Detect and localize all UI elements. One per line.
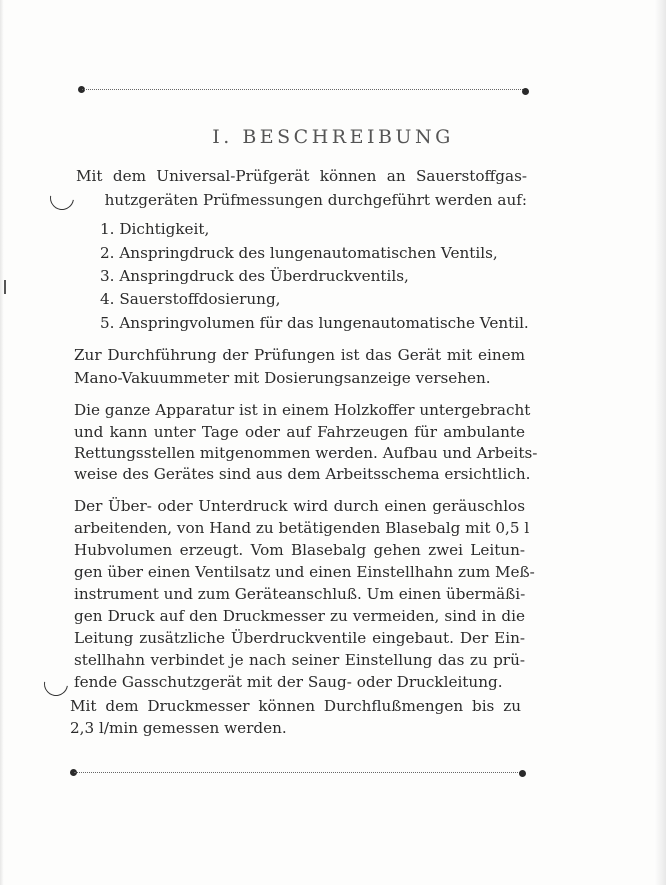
paragraph-line: Rettungsstellen mitgenommen werden. Aufbau und Arbeits-	[74, 444, 538, 462]
intro-line: hutzgeräten Prüfmessungen durchgeführt werden auf:	[104, 191, 527, 209]
paragraph-line: Mit dem Druckmesser können Durchflußmengen bis zu	[70, 697, 521, 715]
list-item: 4. Sauerstoffdosierung,	[100, 290, 281, 308]
paragraph-line: stellhahn verbindet je nach seiner Einstellung das zu prü-	[74, 651, 525, 669]
margin-mark	[4, 280, 6, 294]
paragraph-line: fende Gasschutzgerät mit der Saug- oder Druckleitung.	[74, 673, 503, 691]
paragraph-line: 2,3 l/min gemessen werden.	[70, 719, 287, 737]
paragraph-line: Zur Durchführung der Prüfungen ist das Gerät mit einem	[74, 346, 525, 364]
top-divider-rule	[82, 89, 527, 90]
rule-dot-right	[522, 88, 529, 95]
paragraph-line: Mano-Vakuummeter mit Dosierungsanzeige versehen.	[74, 369, 491, 387]
paragraph-line: Leitung zusätzliche Überdruckventile eingebaut. Der Ein-	[74, 629, 525, 647]
list-item: 5. Anspringvolumen für das lungenautomatische Ventil.	[100, 314, 529, 332]
paragraph-line: und kann unter Tage oder auf Fahrzeugen für ambulante	[74, 423, 525, 441]
section-title: I. BESCHREIBUNG	[212, 126, 454, 148]
paragraph-line: gen Druck auf den Druckmesser zu vermeiden, sind in die	[74, 607, 525, 625]
punch-hole-top	[45, 181, 78, 214]
paragraph-line: Hubvolumen erzeugt. Vom Blasebalg gehen zwei Leitun-	[74, 541, 525, 559]
bottom-divider-rule	[74, 772, 524, 773]
rule-dot-right	[519, 770, 526, 777]
paragraph-line: gen über einen Ventilsatz und einen Einstellhahn zum Meß-	[74, 563, 535, 581]
list-item: 1. Dichtigkeit,	[100, 220, 210, 238]
paragraph-line: Der Über- oder Unterdruck wird durch einen geräuschlos	[74, 497, 525, 515]
paragraph-line: Die ganze Apparatur ist in einem Holzkoffer untergebracht	[74, 401, 531, 419]
paragraph-line: arbeitenden, von Hand zu betätigenden Blasebalg mit 0,5 l	[74, 519, 530, 537]
list-item: 3. Anspringdruck des Überdruckventils,	[100, 267, 409, 285]
punch-hole-bottom	[39, 667, 72, 700]
paragraph-line: instrument und zum Geräteanschluß. Um einen übermäßi-	[74, 585, 526, 603]
intro-line: Mit dem Universal-Prüfgerät können an Sauerstoffgas-	[76, 167, 527, 185]
list-item: 2. Anspringdruck des lungenautomatischen Ventils,	[100, 244, 498, 262]
paragraph-line: weise des Gerätes sind aus dem Arbeitsschema ersichtlich.	[74, 465, 531, 483]
